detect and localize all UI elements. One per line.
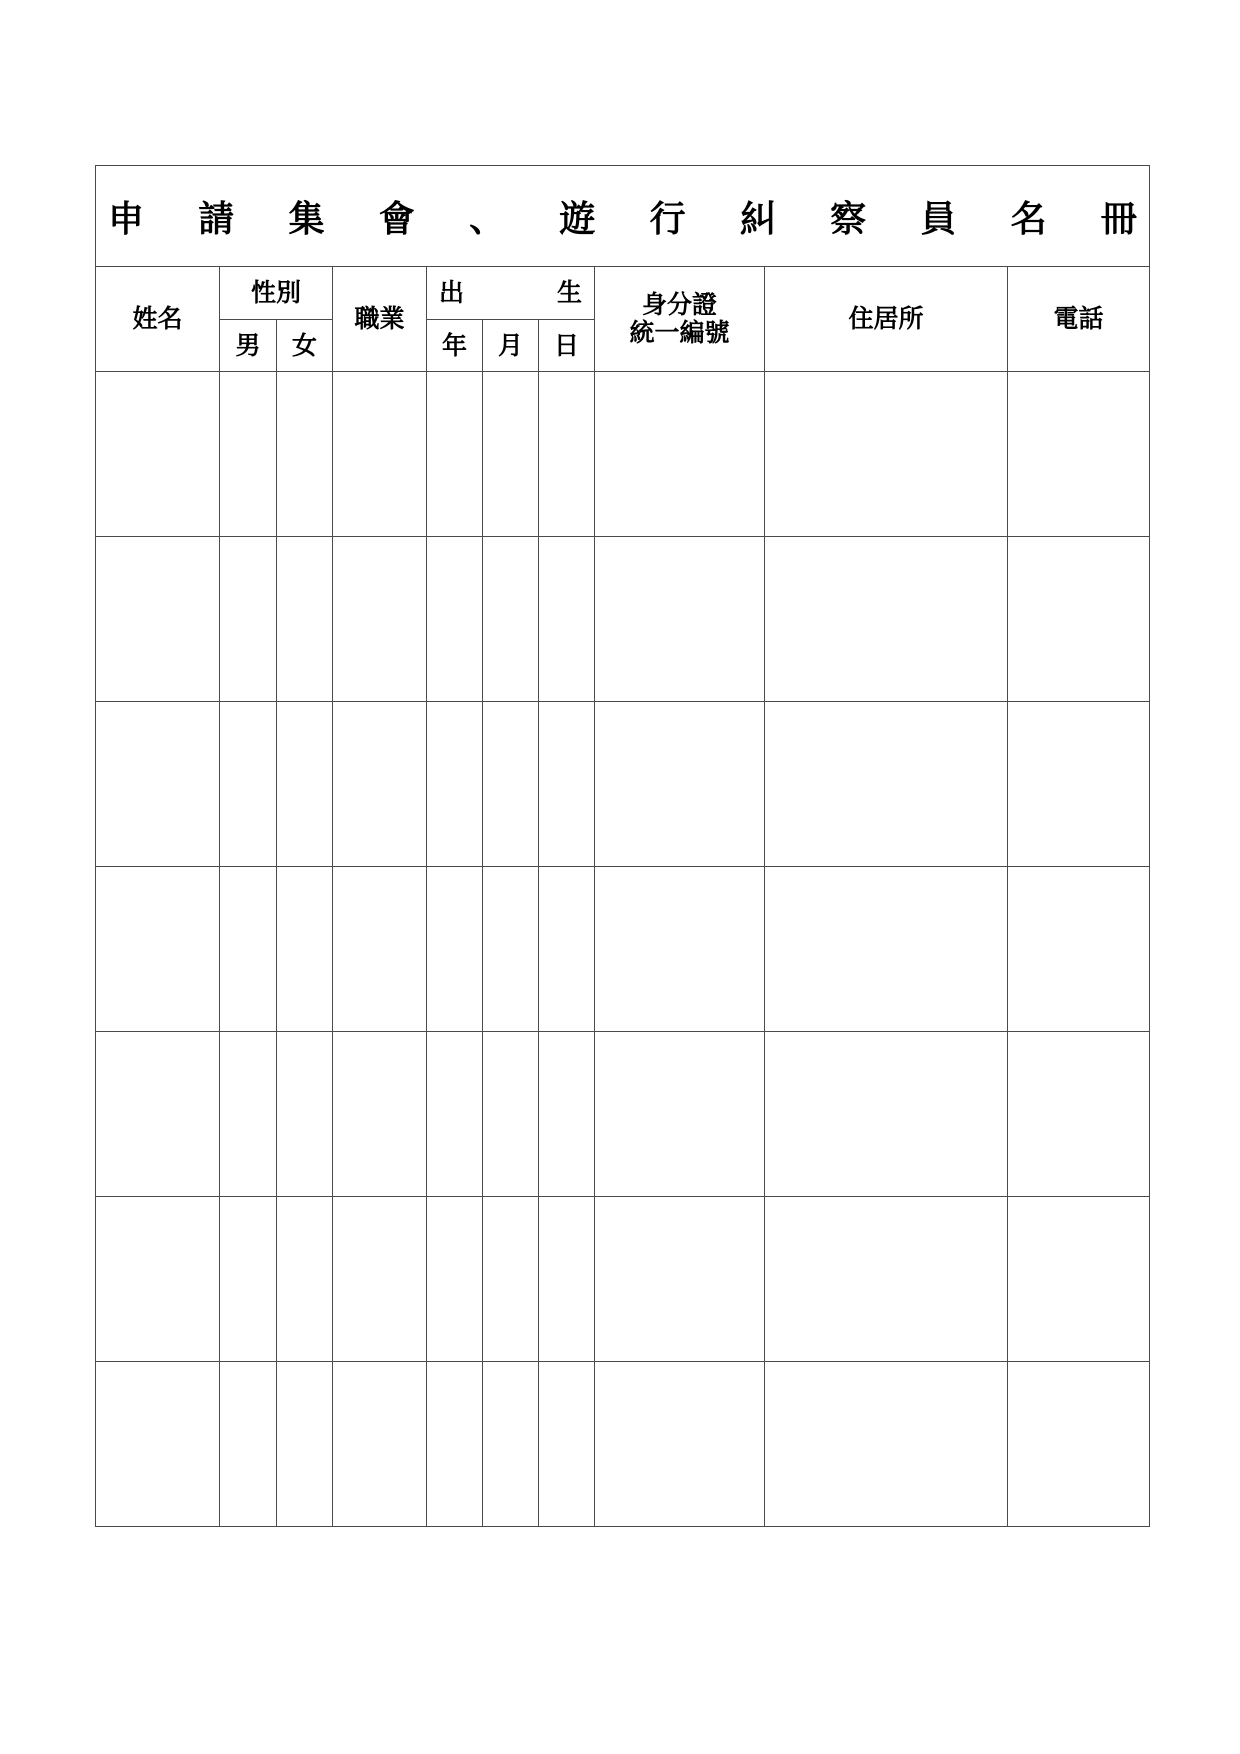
marshal-roster-table bbox=[95, 165, 1150, 1527]
cell-day[interactable] bbox=[539, 537, 595, 702]
cell-year[interactable] bbox=[427, 1362, 483, 1527]
cell-occupation[interactable] bbox=[333, 372, 427, 537]
cell-day[interactable] bbox=[539, 1032, 595, 1197]
header-year: 年 bbox=[427, 320, 483, 372]
cell-month[interactable] bbox=[483, 1362, 539, 1527]
cell-phone[interactable] bbox=[1008, 1032, 1150, 1197]
title-char: 行 bbox=[649, 197, 686, 240]
cell-name[interactable] bbox=[96, 537, 220, 702]
cell-name[interactable] bbox=[96, 372, 220, 537]
cell-name[interactable] bbox=[96, 1032, 220, 1197]
cell-female[interactable] bbox=[277, 537, 333, 702]
title-char: 員 bbox=[920, 197, 957, 240]
header-occupation: 職業 bbox=[333, 267, 427, 372]
cell-id-number[interactable] bbox=[595, 702, 765, 867]
cell-phone[interactable] bbox=[1008, 372, 1150, 537]
cell-month[interactable] bbox=[483, 372, 539, 537]
cell-id-number[interactable] bbox=[595, 537, 765, 702]
header-name: 姓名 bbox=[96, 267, 220, 372]
cell-day[interactable] bbox=[539, 1197, 595, 1362]
cell-phone[interactable] bbox=[1008, 537, 1150, 702]
title-char: 會 bbox=[378, 197, 415, 240]
cell-residence[interactable] bbox=[765, 1032, 1008, 1197]
cell-phone[interactable] bbox=[1008, 867, 1150, 1032]
cell-phone[interactable] bbox=[1008, 702, 1150, 867]
cell-month[interactable] bbox=[483, 1197, 539, 1362]
cell-female[interactable] bbox=[277, 1197, 333, 1362]
cell-day[interactable] bbox=[539, 702, 595, 867]
cell-phone[interactable] bbox=[1008, 1362, 1150, 1527]
title-char: 集 bbox=[288, 197, 325, 240]
cell-occupation[interactable] bbox=[333, 1197, 427, 1362]
cell-male[interactable] bbox=[220, 1197, 277, 1362]
header-residence: 住居所 bbox=[765, 267, 1008, 372]
cell-year[interactable] bbox=[427, 1032, 483, 1197]
cell-day[interactable] bbox=[539, 372, 595, 537]
table-row bbox=[96, 372, 1150, 537]
title-char: 請 bbox=[198, 197, 235, 240]
header-month: 月 bbox=[483, 320, 539, 372]
cell-residence[interactable] bbox=[765, 1197, 1008, 1362]
header-day: 日 bbox=[539, 320, 595, 372]
cell-residence[interactable] bbox=[765, 372, 1008, 537]
cell-residence[interactable] bbox=[765, 537, 1008, 702]
cell-day[interactable] bbox=[539, 867, 595, 1032]
cell-residence[interactable] bbox=[765, 702, 1008, 867]
header-id-number bbox=[595, 267, 765, 372]
form-title-text bbox=[108, 191, 1137, 242]
title-char: 名 bbox=[1010, 197, 1047, 240]
table-row bbox=[96, 1362, 1150, 1527]
cell-id-number[interactable] bbox=[595, 1032, 765, 1197]
cell-year[interactable] bbox=[427, 867, 483, 1032]
cell-day[interactable] bbox=[539, 1362, 595, 1527]
cell-male[interactable] bbox=[220, 1032, 277, 1197]
title-char: 、 bbox=[469, 197, 506, 240]
cell-occupation[interactable] bbox=[333, 537, 427, 702]
cell-name[interactable] bbox=[96, 867, 220, 1032]
cell-name[interactable] bbox=[96, 1197, 220, 1362]
header-birth-right: 生 bbox=[556, 278, 582, 307]
header-phone: 電話 bbox=[1008, 267, 1150, 372]
cell-phone[interactable] bbox=[1008, 1197, 1150, 1362]
header-birth-left: 出 bbox=[439, 278, 465, 307]
cell-residence[interactable] bbox=[765, 1362, 1008, 1527]
cell-month[interactable] bbox=[483, 537, 539, 702]
cell-id-number[interactable] bbox=[595, 867, 765, 1032]
table-row bbox=[96, 702, 1150, 867]
cell-month[interactable] bbox=[483, 867, 539, 1032]
cell-name[interactable] bbox=[96, 1362, 220, 1527]
table-row bbox=[96, 537, 1150, 702]
header-row-top bbox=[96, 267, 1150, 320]
cell-female[interactable] bbox=[277, 702, 333, 867]
cell-male[interactable] bbox=[220, 372, 277, 537]
header-male: 男 bbox=[220, 320, 277, 372]
cell-year[interactable] bbox=[427, 702, 483, 867]
cell-name[interactable] bbox=[96, 702, 220, 867]
cell-male[interactable] bbox=[220, 867, 277, 1032]
title-char: 遊 bbox=[559, 197, 596, 240]
cell-occupation[interactable] bbox=[333, 867, 427, 1032]
cell-female[interactable] bbox=[277, 1032, 333, 1197]
cell-month[interactable] bbox=[483, 1032, 539, 1197]
title-row bbox=[96, 166, 1150, 267]
header-gender: 性別 bbox=[220, 267, 333, 320]
table-row bbox=[96, 1032, 1150, 1197]
cell-id-number[interactable] bbox=[595, 372, 765, 537]
cell-year[interactable] bbox=[427, 537, 483, 702]
header-id-line2: 統一編號 bbox=[629, 318, 730, 347]
cell-female[interactable] bbox=[277, 867, 333, 1032]
title-char: 糾 bbox=[739, 197, 776, 240]
title-char: 冊 bbox=[1100, 197, 1137, 240]
cell-female[interactable] bbox=[277, 1362, 333, 1527]
cell-male[interactable] bbox=[220, 537, 277, 702]
cell-occupation[interactable] bbox=[333, 702, 427, 867]
form-title bbox=[96, 166, 1150, 267]
table-row bbox=[96, 867, 1150, 1032]
header-birth bbox=[427, 267, 595, 320]
header-female: 女 bbox=[277, 320, 333, 372]
cell-id-number[interactable] bbox=[595, 1197, 765, 1362]
header-id-line1: 身分證 bbox=[641, 290, 717, 319]
title-char: 申 bbox=[108, 197, 145, 240]
cell-year[interactable] bbox=[427, 372, 483, 537]
cell-male[interactable] bbox=[220, 1362, 277, 1527]
cell-female[interactable] bbox=[277, 372, 333, 537]
cell-male[interactable] bbox=[220, 702, 277, 867]
cell-residence[interactable] bbox=[765, 867, 1008, 1032]
cell-month[interactable] bbox=[483, 702, 539, 867]
cell-id-number[interactable] bbox=[595, 1362, 765, 1527]
cell-year[interactable] bbox=[427, 1197, 483, 1362]
title-char: 察 bbox=[830, 197, 867, 240]
table-row bbox=[96, 1197, 1150, 1362]
cell-occupation[interactable] bbox=[333, 1362, 427, 1527]
cell-occupation[interactable] bbox=[333, 1032, 427, 1197]
